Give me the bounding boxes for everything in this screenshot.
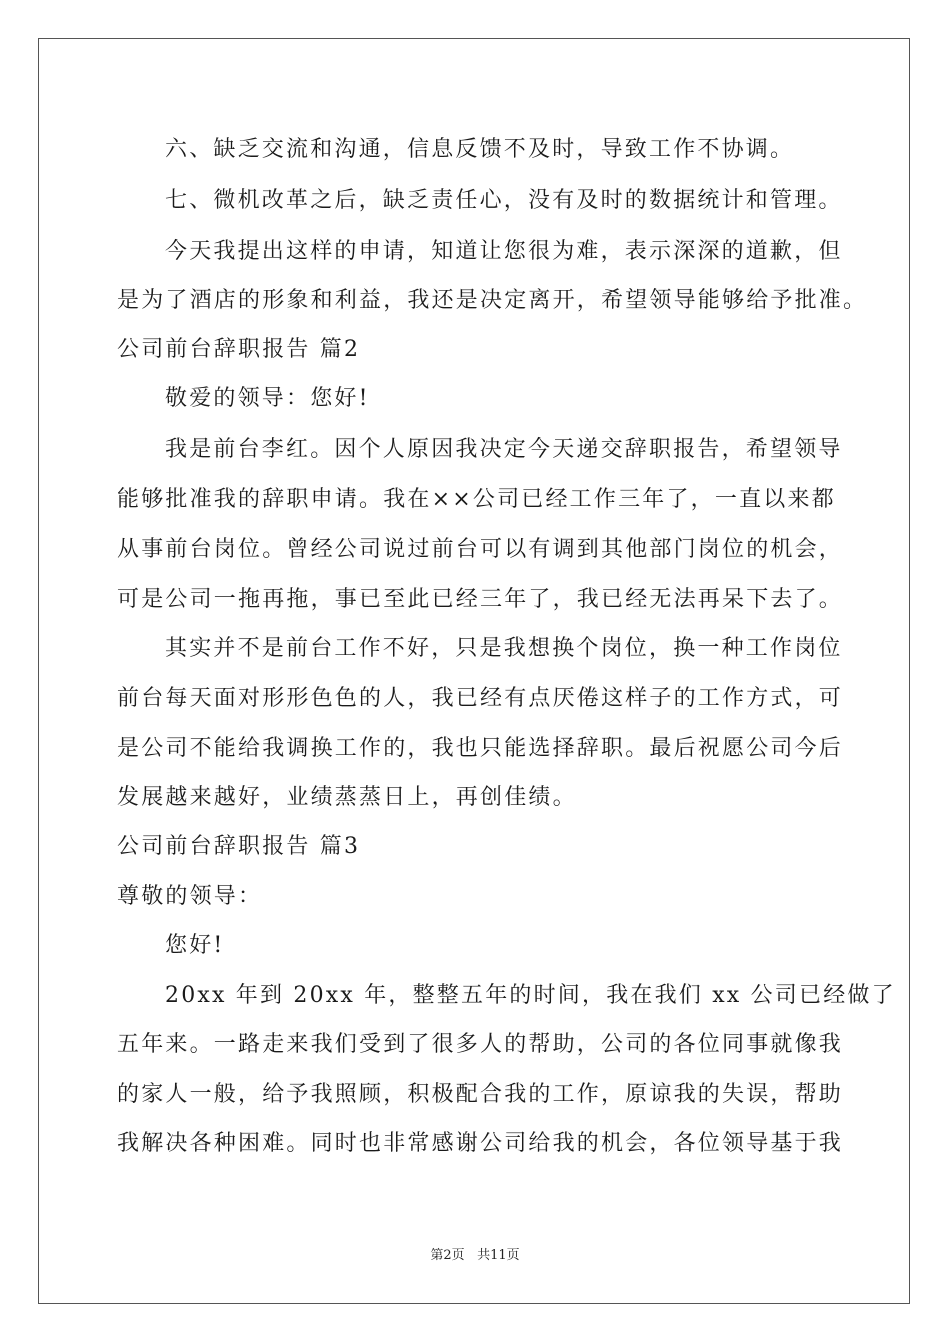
paragraph-line: 可是公司一拖再拖，事已至此已经三年了，我已经无法再呆下去了。 <box>117 587 844 612</box>
page-footer <box>0 1247 950 1265</box>
salutation: 尊敬的领导： <box>117 884 263 909</box>
paragraph-line: 七、微机改革之后，缺乏责任心，没有及时的数据统计和管理。 <box>165 188 843 213</box>
paragraph-line: 五年来。一路走来我们受到了很多人的帮助，公司的各位同事就像我 <box>117 1032 844 1057</box>
paragraph-line: 前台每天面对形形色色的人，我已经有点厌倦这样子的工作方式，可 <box>117 686 844 711</box>
section-heading: 公司前台辞职报告 篇3 <box>117 834 361 859</box>
paragraph-line: 我是前台李红。因个人原因我决定今天递交辞职报告，希望领导 <box>165 437 843 462</box>
paragraph-line: 是公司不能给我调换工作的，我也只能选择辞职。最后祝愿公司今后 <box>117 736 844 761</box>
paragraph-line: 从事前台岗位。曾经公司说过前台可以有调到其他部门岗位的机会， <box>117 537 844 562</box>
paragraph-line: 其实并不是前台工作不好，只是我想换个岗位，换一种工作岗位 <box>165 636 843 661</box>
paragraph-line: 是为了酒店的形象和利益，我还是决定离开，希望领导能够给予批准。 <box>117 288 868 313</box>
paragraph-line: 能够批准我的辞职申请。我在××公司已经工作三年了，一直以来都 <box>117 487 836 512</box>
section-heading: 公司前台辞职报告 篇2 <box>117 337 361 362</box>
paragraph-line: 的家人一般，给予我照顾，积极配合我的工作，原谅我的失误，帮助 <box>117 1082 844 1107</box>
salutation: 敬爱的领导：您好! <box>165 386 370 411</box>
paragraph-line: 20xx 年到 20xx 年，整整五年的时间，我在我们 xx 公司已经做了 <box>165 983 896 1008</box>
page-number: 第2页 <box>430 1248 465 1263</box>
paragraph-line: 今天我提出这样的申请，知道让您很为难，表示深深的道歉，但 <box>165 239 843 264</box>
page-border <box>38 38 910 1304</box>
greeting: 您好! <box>165 933 225 958</box>
paragraph-line: 我解决各种困难。同时也非常感谢公司给我的机会，各位领导基于我 <box>117 1131 844 1156</box>
paragraph-line: 六、缺乏交流和沟通，信息反馈不及时，导致工作不协调。 <box>165 137 795 162</box>
paragraph-line: 发展越来越好，业绩蒸蒸日上，再创佳绩。 <box>117 785 577 810</box>
page-total: 共11页 <box>477 1248 520 1263</box>
